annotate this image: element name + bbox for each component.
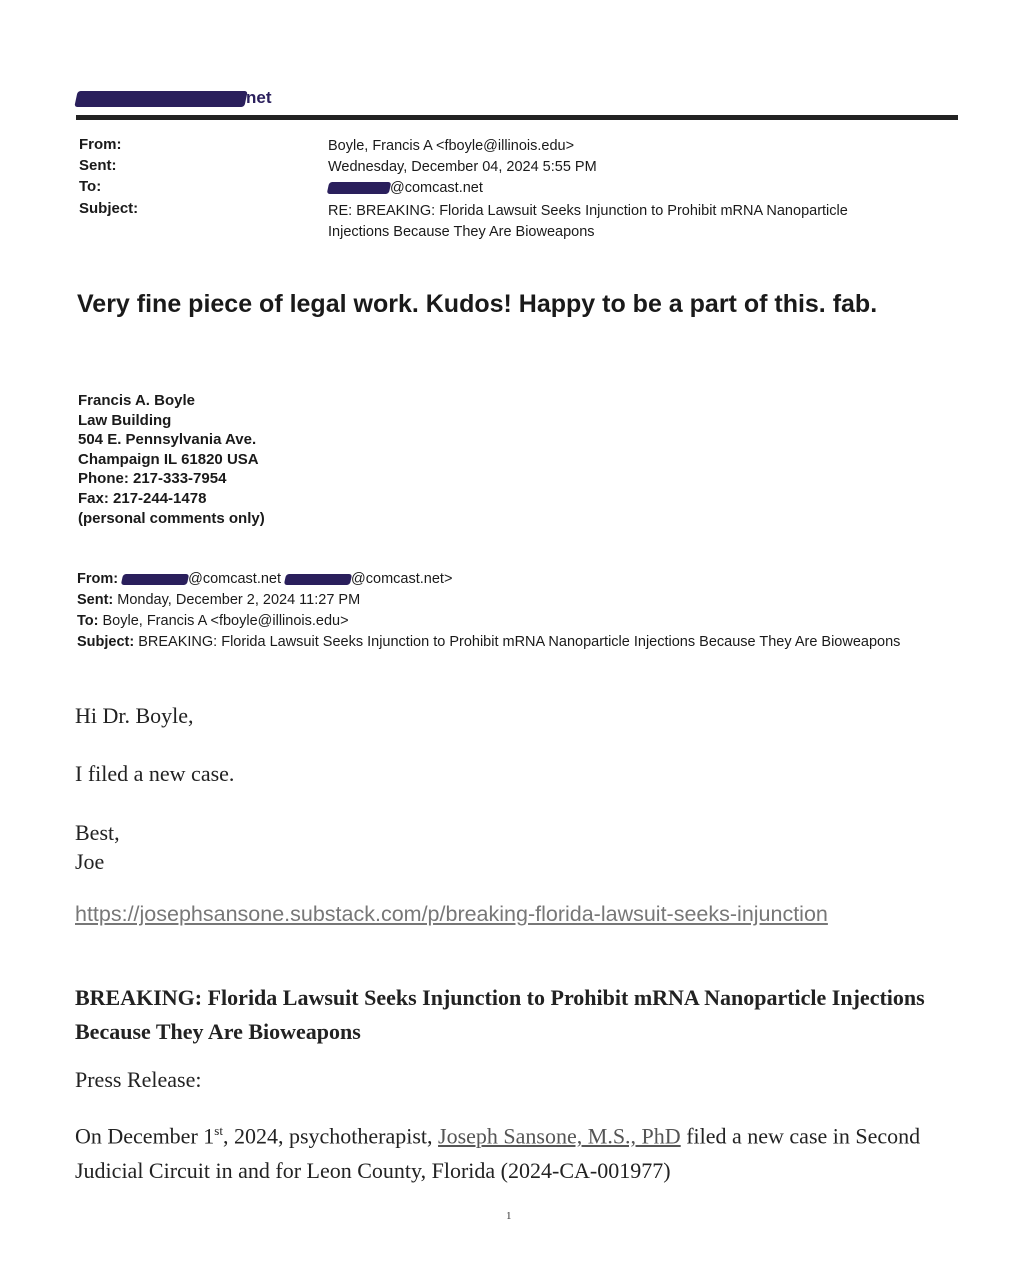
body-line: I filed a new case. [75, 761, 235, 786]
from-value: Boyle, Francis A <fboyle@illinois.edu> [328, 138, 575, 154]
sent-label: Sent: [79, 157, 117, 174]
forwarded-from-suffix-1: @comcast.net [188, 571, 282, 587]
redaction-mark [284, 574, 352, 585]
to-value [328, 178, 928, 199]
signature-building: Law Building [78, 411, 172, 429]
press-paragraph [75, 1113, 975, 1188]
forwarded-sent-value: Monday, December 2, 2024 11:27 PM [117, 592, 361, 608]
sent-value: Wednesday, December 04, 2024 5:55 PM [328, 159, 597, 175]
reply-message: Very fine piece of legal work. Kudos! Happy to be a part of this. fab. [77, 290, 878, 318]
press-label: Press Release: [75, 1067, 202, 1092]
forwarded-from-label: From: [77, 571, 119, 587]
signature-note: (personal comments only) [78, 509, 265, 527]
signature-street: 504 E. Pennsylvania Ave. [78, 431, 257, 449]
substack-link[interactable]: https://josephsansone.substack.com/p/breaking-florida-lawsuit-seeks-injunction [75, 902, 828, 926]
redaction-mark [327, 182, 392, 194]
forwarded-to [77, 611, 957, 632]
subject-value [328, 201, 928, 243]
subject-line-1: RE: BREAKING: Florida Lawsuit Seeks Injunction to Prohibit mRNA Nanoparticle [328, 203, 848, 219]
para-superscript: st [214, 1123, 223, 1138]
from-label: From: [79, 136, 122, 153]
redaction-mark [74, 91, 247, 107]
para-mid: , 2024, psychotherapist, [222, 1123, 439, 1149]
to-label: To: [79, 178, 102, 195]
page-number: 1 [506, 1210, 512, 1222]
press-title: BREAKING: Florida Lawsuit Seeks Injunction to Prohibit mRNA Nanoparticle Injections Because They Are Bioweapons [75, 985, 925, 1044]
subject-label: Subject: [79, 200, 139, 217]
forwarded-to-value: Boyle, Francis A <fboyle@illinois.edu> [102, 613, 349, 629]
signature-fax: Fax: 217-244-1478 [78, 489, 207, 507]
header-rule [76, 115, 958, 120]
forwarded-sent-label: Sent: [77, 592, 114, 608]
forwarded-from-suffix-2: @comcast.net> [351, 571, 453, 587]
greeting: Hi Dr. Boyle, [75, 703, 194, 728]
author-link[interactable]: Joseph Sansone, M.S., PhD [438, 1123, 681, 1149]
signature-phone: Phone: 217-333-7954 [78, 470, 227, 488]
forwarded-subject-label: Subject: [77, 634, 135, 650]
redaction-mark [121, 574, 189, 585]
signature-block [78, 391, 265, 528]
top-sender-address [76, 88, 272, 108]
forwarded-header [77, 569, 957, 653]
top-sender-suffix: net [246, 88, 272, 107]
forwarded-sent [77, 590, 957, 611]
signature-city: Champaign IL 61820 USA [78, 450, 259, 468]
forwarded-subject-value: BREAKING: Florida Lawsuit Seeks Injunction to Prohibit mRNA Nanoparticle Injections Because They Are Bioweapons [138, 634, 901, 650]
to-value-suffix: @comcast.net [390, 180, 483, 196]
para-end: filed a new case in Second Judicial Circuit in and for Leon County, Florida (2024-CA-001977) [75, 1123, 921, 1184]
forwarded-to-label: To: [77, 613, 99, 629]
sender-name: Joe [75, 849, 105, 874]
signature-name: Francis A. Boyle [78, 392, 195, 409]
subject-line-2: Injections Because They Are Bioweapons [328, 224, 595, 240]
forwarded-from [77, 569, 957, 590]
forwarded-subject [77, 632, 957, 653]
para-start: On December 1 [75, 1123, 215, 1149]
closing: Best, [75, 820, 120, 845]
